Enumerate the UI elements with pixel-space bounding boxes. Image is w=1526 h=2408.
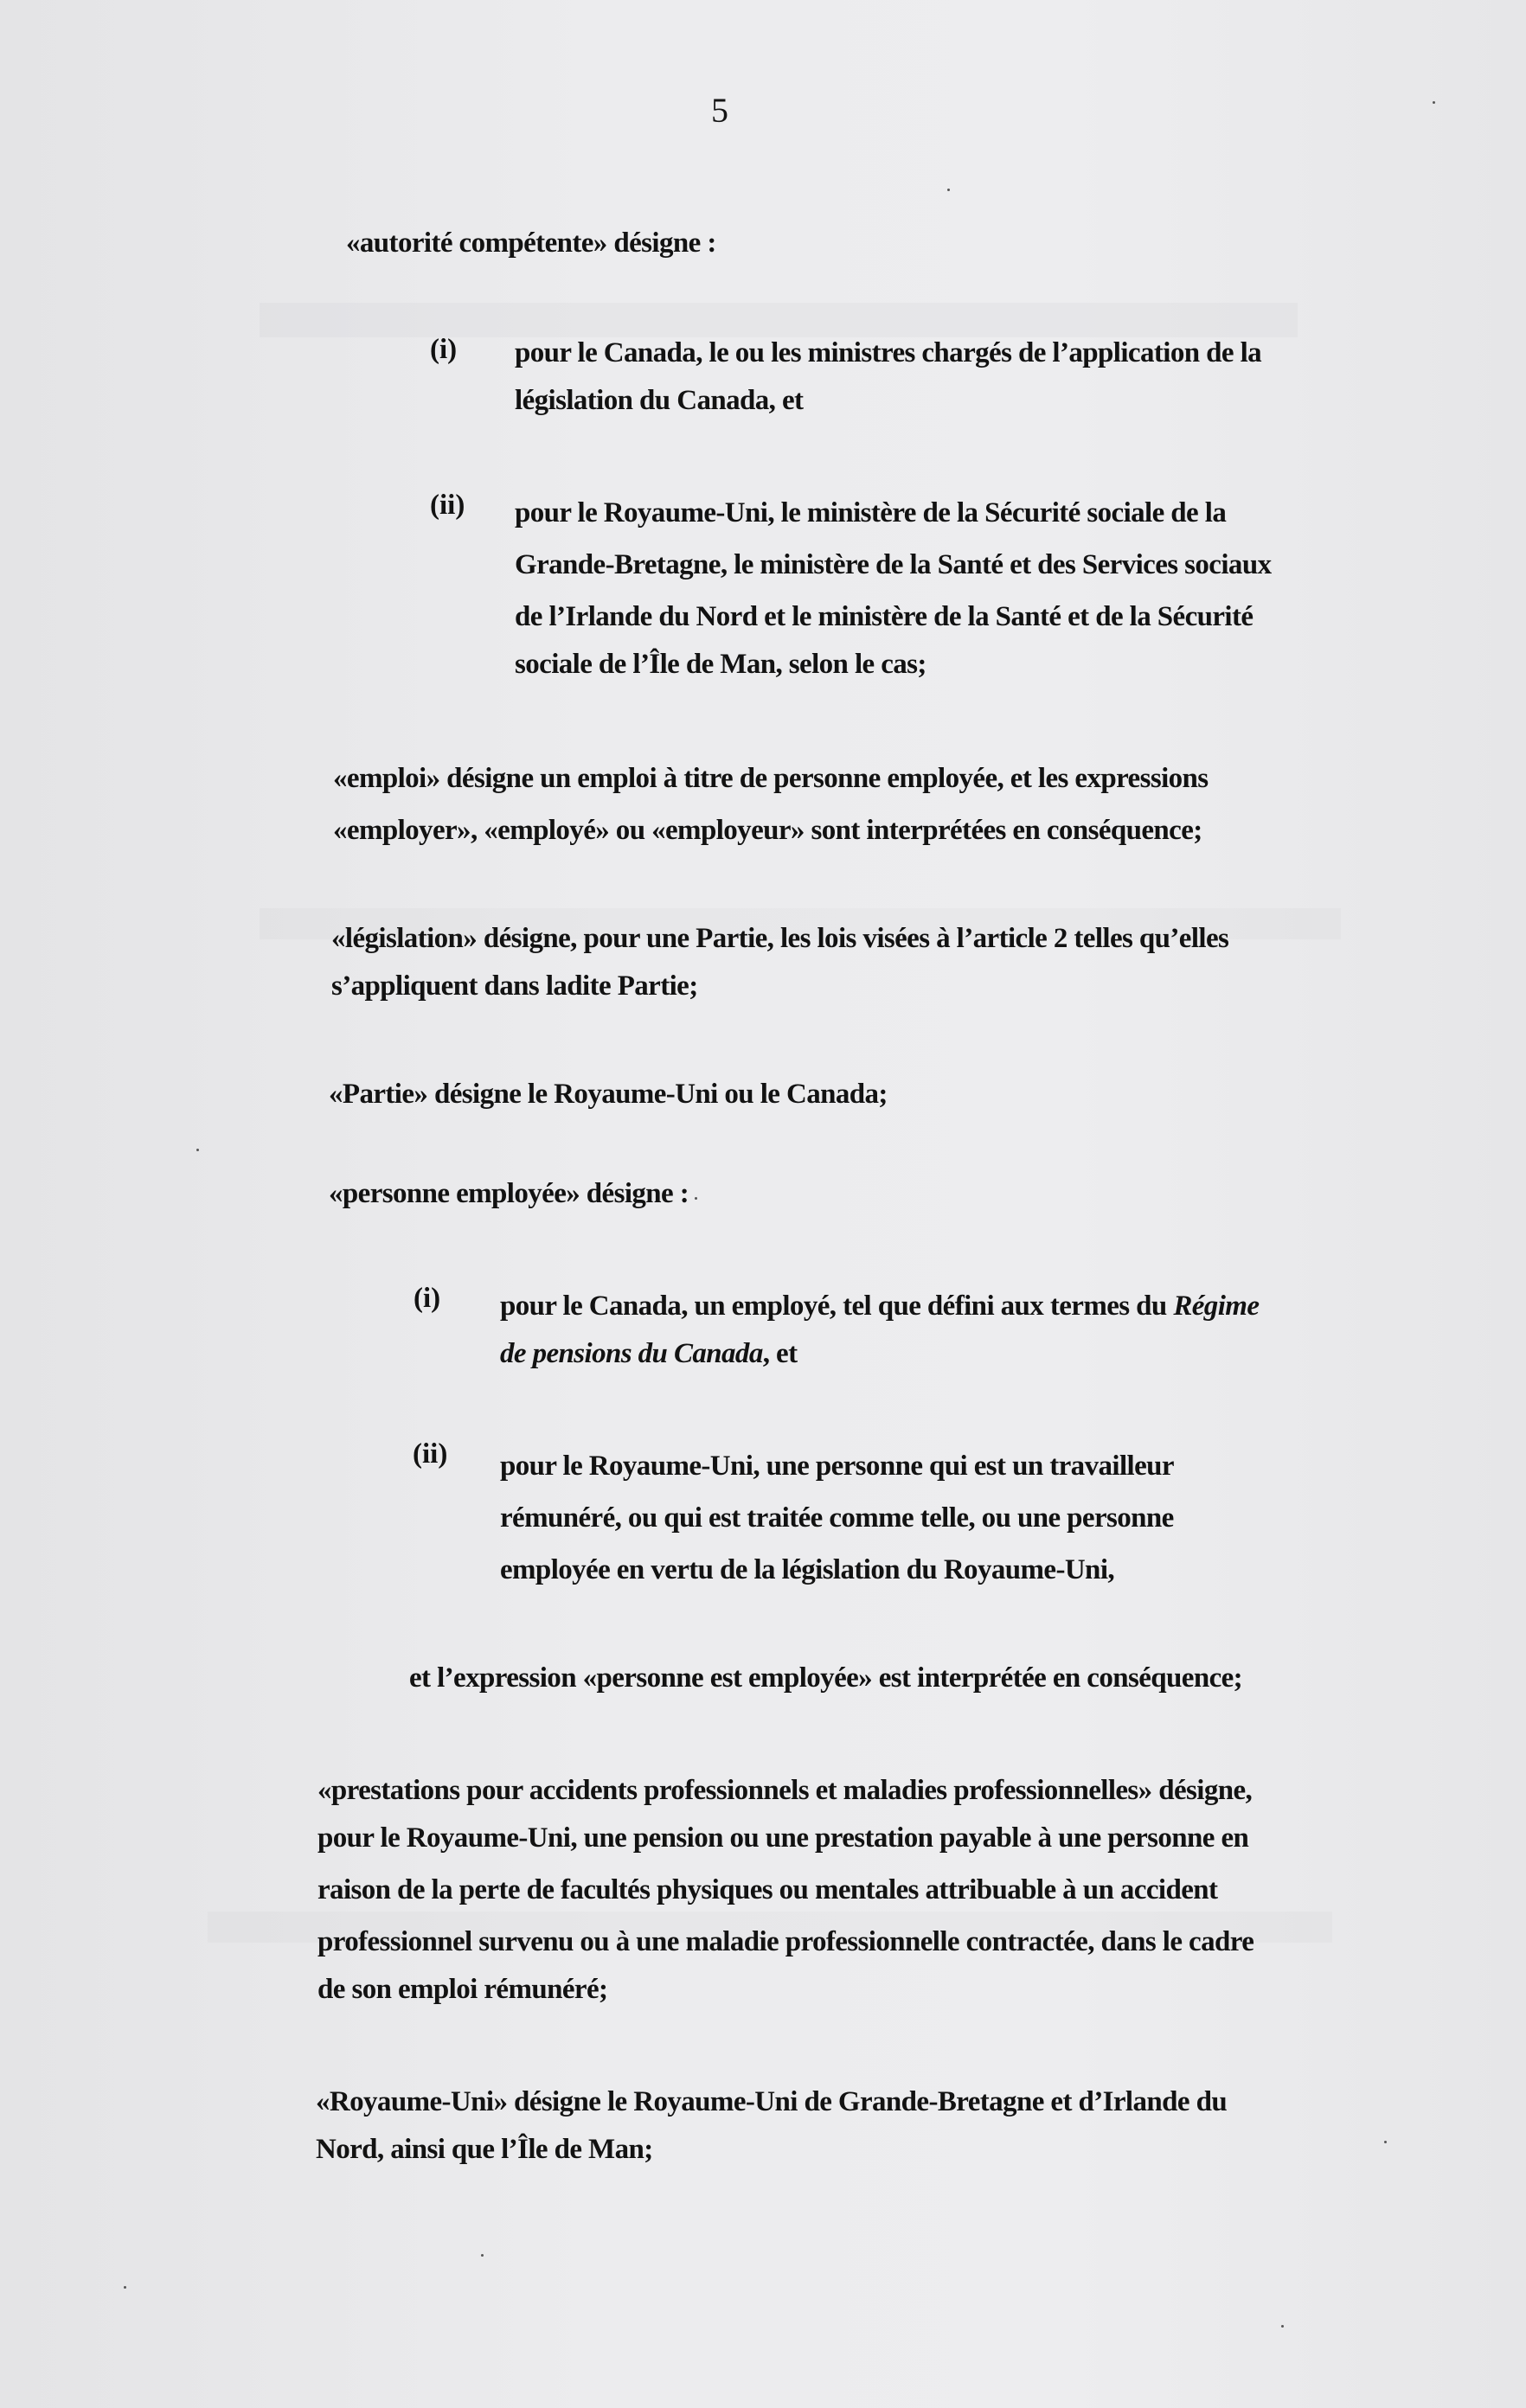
- item-text-line: législation du Canada, et: [515, 385, 804, 416]
- item-text-line: pour le Royaume-Uni, le ministère de la Sécurité sociale de la: [515, 497, 1227, 528]
- item-text-line: de l’Irlande du Nord et le ministère de la Santé et de la Sécurité: [515, 601, 1254, 632]
- text-run: pour le Canada, un employé, tel que défini aux termes du: [500, 1290, 1174, 1322]
- item-text-line: employée en vertu de la législation du Royaume-Uni,: [500, 1554, 1115, 1585]
- item-number: (ii): [413, 1438, 448, 1470]
- definition-royaume-uni: «Royaume-Uni» désigne le Royaume-Uni de Grande-Bretagne et d’Irlande du: [316, 2086, 1228, 2117]
- definition-legislation: «législation» désigne, pour une Partie, les lois visées à l’article 2 telles qu’elles: [331, 923, 1229, 954]
- item-number: (i): [414, 1283, 441, 1314]
- dust-speck: [1281, 2325, 1284, 2328]
- dust-speck: [1384, 2141, 1387, 2143]
- italic-title: Régime: [1173, 1290, 1260, 1322]
- definition-closing-line: et l’expression «personne est employée» est interprétée en conséquence;: [409, 1662, 1243, 1694]
- item-text-line: rémunéré, ou qui est traitée comme telle, ou une personne: [500, 1502, 1174, 1534]
- definition-partie: «Partie» désigne le Royaume-Uni ou le Canada;: [329, 1079, 888, 1110]
- bleed-through-shadow: [260, 303, 1298, 337]
- item-text-line: [500, 1287, 1259, 1325]
- item-text-line: pour le Canada, le ou les ministres chargés de l’application de la: [515, 337, 1262, 368]
- dust-speck: [695, 1197, 697, 1200]
- item-text-line: sociale de l’Île de Man, selon le cas;: [515, 649, 926, 680]
- definition-autorite-competente: «autorité compétente» désigne :: [346, 227, 716, 259]
- item-text-line: [500, 1335, 797, 1373]
- item-number: (ii): [430, 490, 465, 521]
- dust-speck: [1433, 101, 1435, 104]
- definition-prestations: «prestations pour accidents professionnels et maladies professionnelles» désigne,: [317, 1775, 1253, 1806]
- definition-legislation-continued: s’appliquent dans ladite Partie;: [331, 970, 698, 1002]
- definition-prestations-continued: de son emploi rémunéré;: [317, 1974, 608, 2005]
- dust-speck: [481, 2254, 484, 2257]
- dust-speck: [124, 2286, 126, 2289]
- definition-prestations-continued: pour le Royaume-Uni, une pension ou une prestation payable à une personne en: [317, 1822, 1249, 1854]
- definition-personne-employee: «personne employée» désigne :: [329, 1178, 689, 1209]
- item-text-line: Grande-Bretagne, le ministère de la Santé et des Services sociaux: [515, 549, 1272, 580]
- definition-prestations-continued: raison de la perte de facultés physiques ou mentales attribuable à un accident: [317, 1874, 1218, 1905]
- page-number: 5: [711, 91, 728, 130]
- italic-title: de pensions du Canada: [500, 1338, 763, 1369]
- dust-speck: [947, 189, 950, 191]
- item-text-line: pour le Royaume-Uni, une personne qui est un travailleur: [500, 1451, 1174, 1482]
- definition-prestations-continued: professionnel survenu ou à une maladie professionnelle contractée, dans le cadre: [317, 1926, 1254, 1957]
- dust-speck: [196, 1149, 199, 1151]
- item-number: (i): [430, 334, 458, 365]
- text-run: , et: [762, 1338, 798, 1369]
- definition-emploi-continued: «employer», «employé» ou «employeur» sont interprétées en conséquence;: [333, 815, 1202, 846]
- definition-royaume-uni-continued: Nord, ainsi que l’Île de Man;: [316, 2134, 653, 2165]
- definition-emploi: «emploi» désigne un emploi à titre de personne employée, et les expressions: [333, 763, 1209, 794]
